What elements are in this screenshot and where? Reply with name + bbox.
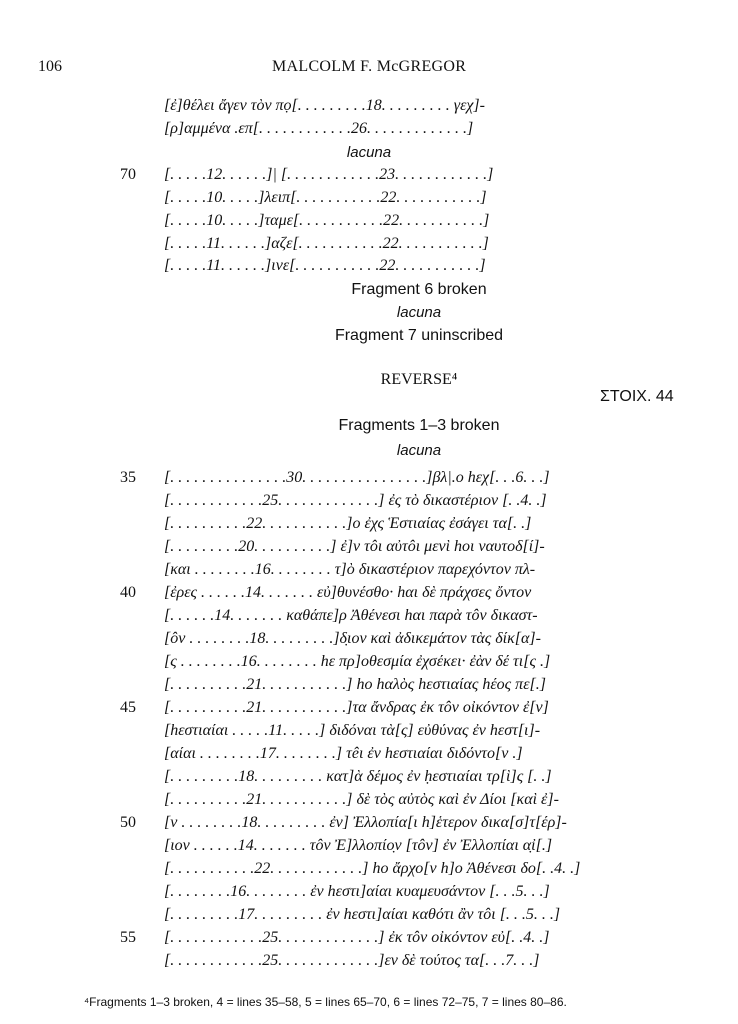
running-head: MALCOLM F. McGREGOR (272, 58, 467, 75)
reverse-heading: REVERSE⁴ (380, 371, 458, 388)
text-line: [και . . . . . . . .16. . . . . . . . τ]ὸ δικαστέριον παρεχόντον πλ- (164, 561, 536, 578)
text-line: [. . . . . . . . . . .22. . . . . . . . . . . .] hο ἄρχο[ν h]ο Ἀθένεσι δο[. .4. .] (164, 860, 581, 877)
footnote: ⁴Fragments 1–3 broken, 4 = lines 35–58, 5 = lines 65–70, 6 = lines 72–75, 7 = lines 80–86. (84, 995, 567, 1009)
text-line: [. . . . . . . . .18. . . . . . . . . κατ]ὰ δέμος ἐν ḥεστιαίαι τρ[ὶ]ς [. .] (164, 768, 552, 785)
text-line: [. . . . .10. . . . .]ταμε[. . . . . . . . . . .22. . . . . . . . . . .] (164, 212, 490, 229)
line-number: 55 (120, 929, 136, 946)
text-line: [. . . . . . . . . . . .25. . . . . . . . . . . . .]εν δὲ τούτος τα[. . .7. . .] (164, 952, 540, 969)
text-line: [ιον . . . . . .14. . . . . . . τôν Ἐ]λλοπίο̣ν [τôν] ἐν Ἐλλοπίαι α̣ἰ[.] (164, 837, 553, 854)
line-number: 35 (120, 469, 136, 486)
lacuna-label: lacuna (396, 304, 442, 321)
text-line: [. . . . .12. . . . . .]| [. . . . . . . . . . . .23. . . . . . . . . . . .] (164, 166, 494, 183)
text-line: [. . . . . . . . . . . . . . .30. . . . . . . . . . . . . . . .]βλ|.ο hεχ[. . .6. . .] (164, 469, 550, 486)
fragment-6-note: Fragment 6 broken (351, 281, 487, 298)
text-line: [ôν . . . . . . . .18. . . . . . . . .]δ̣ιον καὶ ἀδικεμάτον τὰς δίκ[α]- (164, 630, 541, 647)
text-line: [. . . . . . . . . . . .25. . . . . . . . . . . . .] ἐκ τôν οἰκόντον εὐ[. .4. .] (164, 929, 550, 946)
text-line: [ρ]αμμένα .επ[. . . . . . . . . . . .26. . . . . . . . . . . . .] (164, 120, 474, 137)
fragment-7-note: Fragment 7 uninscribed (334, 327, 504, 344)
line-number: 40 (120, 584, 136, 601)
text-line: [. . . . .11. . . . . .]ινε[. . . . . . . . . . .22. . . . . . . . . . .] (164, 257, 486, 274)
text-line: [ἐρες . . . . . .14. . . . . . . εὐ]θυνέσθο· hαι δὲ πράχσες ὄντον (164, 584, 532, 601)
text-line: [hεστιαίαι . . . . .11. . . . .] διδόναι τὰ[ς] εὐθύνας ἐν hεστ[ι]- (164, 722, 541, 739)
fragments-note: Fragments 1–3 broken (338, 417, 500, 434)
text-line: [αίαι . . . . . . . .17. . . . . . . .] τêι ἐν hεστιαίαι διδόντο[ν .] (164, 745, 523, 762)
text-line: [ς . . . . . . . .16. . . . . . . . hε πρ]οθεσμία ἐχσέκει· ἐὰν δέ τι[ς .] (164, 653, 551, 670)
text-line: [. . . . . . . .16. . . . . . . . ἐν hεστι]αίαι κυαμευσάντον [. . .5. . .] (164, 883, 550, 900)
text-line: [ν . . . . . . . .18. . . . . . . . . ἐν] Ἐλλοπία[ι h]ἑτερον δικα[σ]τ[έρ]- (164, 814, 567, 831)
stoichedon-note: ΣΤΟΙΧ. 44 (600, 388, 674, 405)
text-line: [. . . . . . . . .20. . . . . . . . . .] ἐ]ν τôι αὐτôι μενὶ hoι ναυτοδ[ί]- (164, 538, 545, 555)
text-line: [. . . . . . . . . .21. . . . . . . . . . .] hο hαλὸς hεστιαίας hέος πε[.] (164, 676, 546, 693)
text-line: [. . . . . . . . .17. . . . . . . . . ἐν hεστι]αίαι καθότι ἂν τôι [. . .5. . .] (164, 906, 561, 923)
text-line: [. . . . .11. . . . . .]αζε[. . . . . . . . . . .22. . . . . . . . . . .] (164, 235, 489, 252)
line-number: 70 (120, 166, 136, 183)
text-line: [. . . . . .14. . . . . . . καθάπε]ρ Ἀθένεσι hαι παρὰ τôν δικαστ- (164, 607, 538, 624)
text-line: [. . . . . . . . . .21. . . . . . . . . . .] δὲ τὸς αὐτὸς καὶ ἐν Δίοι [καὶ ἐ]- (164, 791, 559, 808)
lacuna-label: lacuna (396, 442, 442, 459)
text-line: [. . . . .10. . . . .]λειπ[. . . . . . . . . . .22. . . . . . . . . . .] (164, 189, 487, 206)
text-line: [ἐ]θέλει ἄγεν τὸν πọ[. . . . . . . . .18. . . . . . . . . γεχ]- (164, 97, 485, 114)
text-line: [. . . . . . . . . .21. . . . . . . . . . .]τα ἄνδρας ἐκ τôν οἰκόντον ἐ[ν] (164, 699, 549, 716)
text-line: [. . . . . . . . . .22. . . . . . . . . . .]ο ἐχς Ἑστιαίας ἐσάγει τα[. .] (164, 515, 532, 532)
text-line: [. . . . . . . . . . . .25. . . . . . . . . . . . .] ἐς τὸ δικαστέριον [. .4. .] (164, 492, 547, 509)
line-number: 50 (120, 814, 136, 831)
page-number: 106 (38, 58, 62, 75)
line-number: 45 (120, 699, 136, 716)
lacuna-label: lacuna (346, 144, 392, 161)
